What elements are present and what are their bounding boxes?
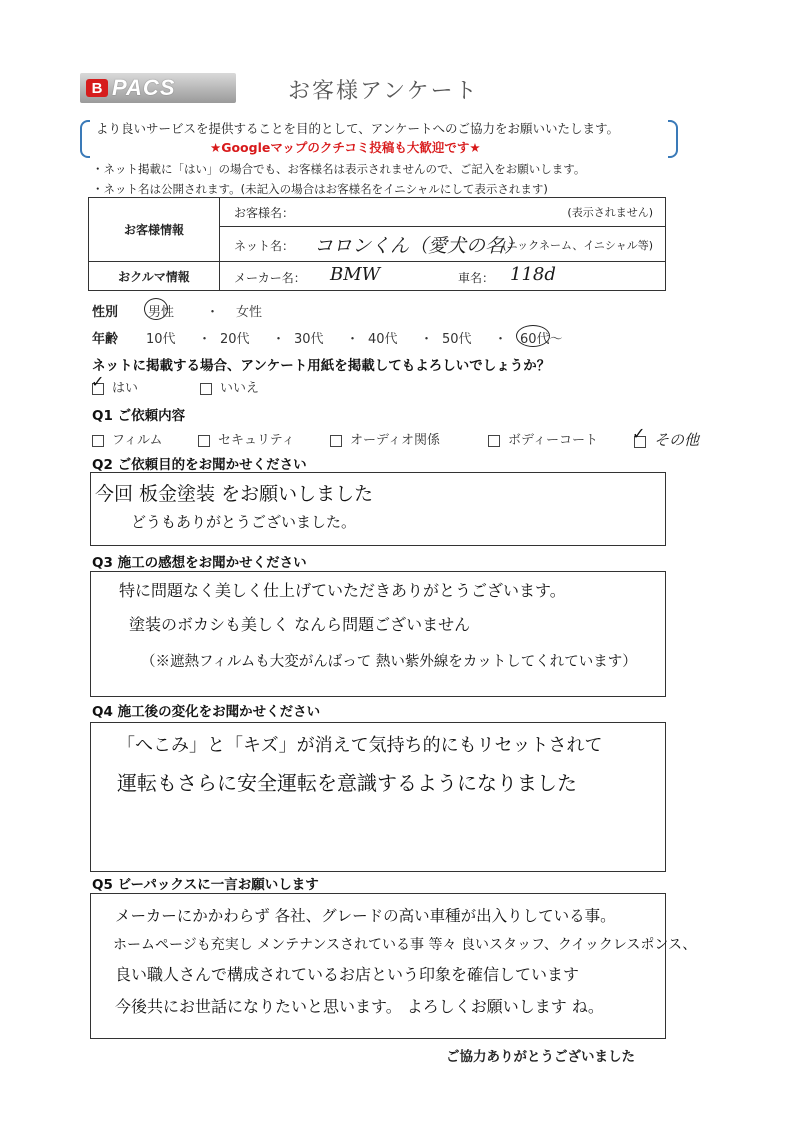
car-info-header: おクルマ情報 [89,262,220,291]
q2-answer-box[interactable] [90,472,666,546]
q4-line-2: 運転もさらに安全運転を意識するようになりました [117,771,577,795]
q1-option-film[interactable] [92,429,162,448]
age-10s[interactable]: 10代 [146,332,176,347]
customer-name-note: (表示されません) [567,206,653,219]
age-20s[interactable]: 20代 [220,332,250,347]
age-sep-2: ・ [272,332,286,347]
q1-bodycoat-checkbox[interactable] [488,435,500,447]
q5-line-3: 良い職人さんで構成されているお店という印象を確信しています [115,965,580,984]
q5-title: Q5 ビーパックスに一言お願いします [92,877,319,893]
publish-no-label: いいえ [220,381,260,396]
gender-female[interactable]: 女性 [236,305,263,320]
age-sep-3: ・ [346,332,360,347]
q4-line-1: 「へこみ」と「キズ」が消えて気持ち的にもリセットされて [117,735,603,756]
publish-question: ネットに掲載する場合、アンケート用紙を掲載してもよろしいでしょうか？ [92,358,551,374]
age-60s-circle [516,325,550,347]
age-30s[interactable]: 30代 [294,332,324,347]
age-60s[interactable]: 60代～ [520,332,563,347]
q5-line-4: 今後共にお世話になりたいと思います。 よろしくお願いします ね。 [115,997,604,1016]
gender-male-circle [144,298,168,320]
q1-security-label: セキュリティ [218,433,295,448]
q2-title: Q2 ご依頼目的をお聞かせください [92,457,307,473]
gender-separator: ・ [206,305,220,320]
q1-security-checkbox[interactable] [198,435,210,447]
net-name-value: コロンくん（愛犬の名） [314,235,524,257]
net-name-note: (ニックネーム、イニシャル等) [502,239,653,252]
maker-label: メーカー名： [234,271,306,285]
right-bracket [668,120,678,158]
q1-audio-checkbox[interactable] [330,435,342,447]
publish-no-checkbox[interactable] [200,383,212,395]
q1-film-checkbox[interactable] [92,435,104,447]
q2-line-2: どうもありがとうございました。 [131,513,357,531]
q4-answer-box[interactable] [90,722,666,872]
q2-line-1: 今回 板金塗装 をお願いしました [95,483,374,505]
car-info-field[interactable] [220,262,666,291]
q3-line-2: 塗装のボカシも美しく なんら問題ございません [129,615,471,634]
age-50s[interactable]: 50代 [442,332,472,347]
note-1: ・ネット掲載に「はい」の場合でも、お客様名は表示されませんので、ご記入をお願いします。 [92,162,586,176]
publish-yes-check-icon: ✓ [91,372,105,391]
note-2: ・ネット名は公開されます。(未記入の場合はお客様名をイニシャルにして表示されます) [92,182,548,196]
bpacs-logo [80,73,236,103]
intro-text: より良いサービスを提供することを目的として、アンケートへのご協力をお願いいたします。 [96,121,620,136]
car-name-label: 車名： [458,271,495,285]
logo-text: PACS [112,75,176,100]
q1-bodycoat-label: ボディーコート [508,433,598,448]
footer-thanks: ご協力ありがとうございました [446,1049,635,1065]
age-label: 年齢 [92,332,119,347]
customer-info-header: お客様情報 [89,198,220,262]
logo-mark: B [86,79,108,97]
q3-title: Q3 施工の感想をお聞かせください [92,555,307,571]
car-name-value: 118d [510,264,556,285]
q3-answer-box[interactable] [90,571,666,697]
google-review-banner: ★Googleマップのクチコミ投稿も大歓迎です★ [210,140,481,155]
gender-label: 性別 [92,305,119,320]
age-sep-4: ・ [420,332,434,347]
q5-line-2: ホームページも充実し メンテナンスされている事 等々 良いスタッフ、クイックレスポンス、 [113,937,697,953]
q1-option-bodycoat[interactable] [488,429,598,448]
customer-name-label: お客様名： [234,206,295,220]
q3-line-1: 特に問題なく美しく仕上げていただきありがとうございます。 [119,581,566,600]
info-table [88,197,666,291]
gender-male[interactable]: 男性 [148,305,175,320]
publish-no[interactable] [200,377,259,396]
page-title: お客様アンケート [288,79,479,104]
maker-value: BMW [330,264,381,285]
q1-film-label: フィルム [112,433,163,448]
q5-answer-box[interactable] [90,893,697,1039]
net-name-label: ネット名： [234,239,295,253]
q1-option-audio[interactable] [330,429,440,448]
age-sep-1: ・ [198,332,212,347]
age-40s[interactable]: 40代 [368,332,398,347]
publish-yes-label: はい [112,381,139,396]
q3-line-3: （※遮熱フィルムも大変がんばって 熱い紫外線をカットしてくれています） [141,654,637,670]
net-name-field[interactable] [220,227,666,262]
customer-name-field[interactable] [220,198,666,227]
q1-other-label: その他 [654,431,700,449]
left-bracket [80,120,90,158]
q1-audio-label: オーディオ関係 [350,433,440,448]
q4-title: Q4 施工後の変化をお聞かせください [92,704,321,720]
q5-line-1: メーカーにかかわらず 各社、グレードの高い車種が出入りしている事。 [115,907,616,925]
q1-option-security[interactable] [198,429,295,448]
q1-title: Q1 ご依頼内容 [92,408,186,424]
age-sep-5: ・ [494,332,508,347]
q1-other-check-icon: ✓ [632,424,646,443]
